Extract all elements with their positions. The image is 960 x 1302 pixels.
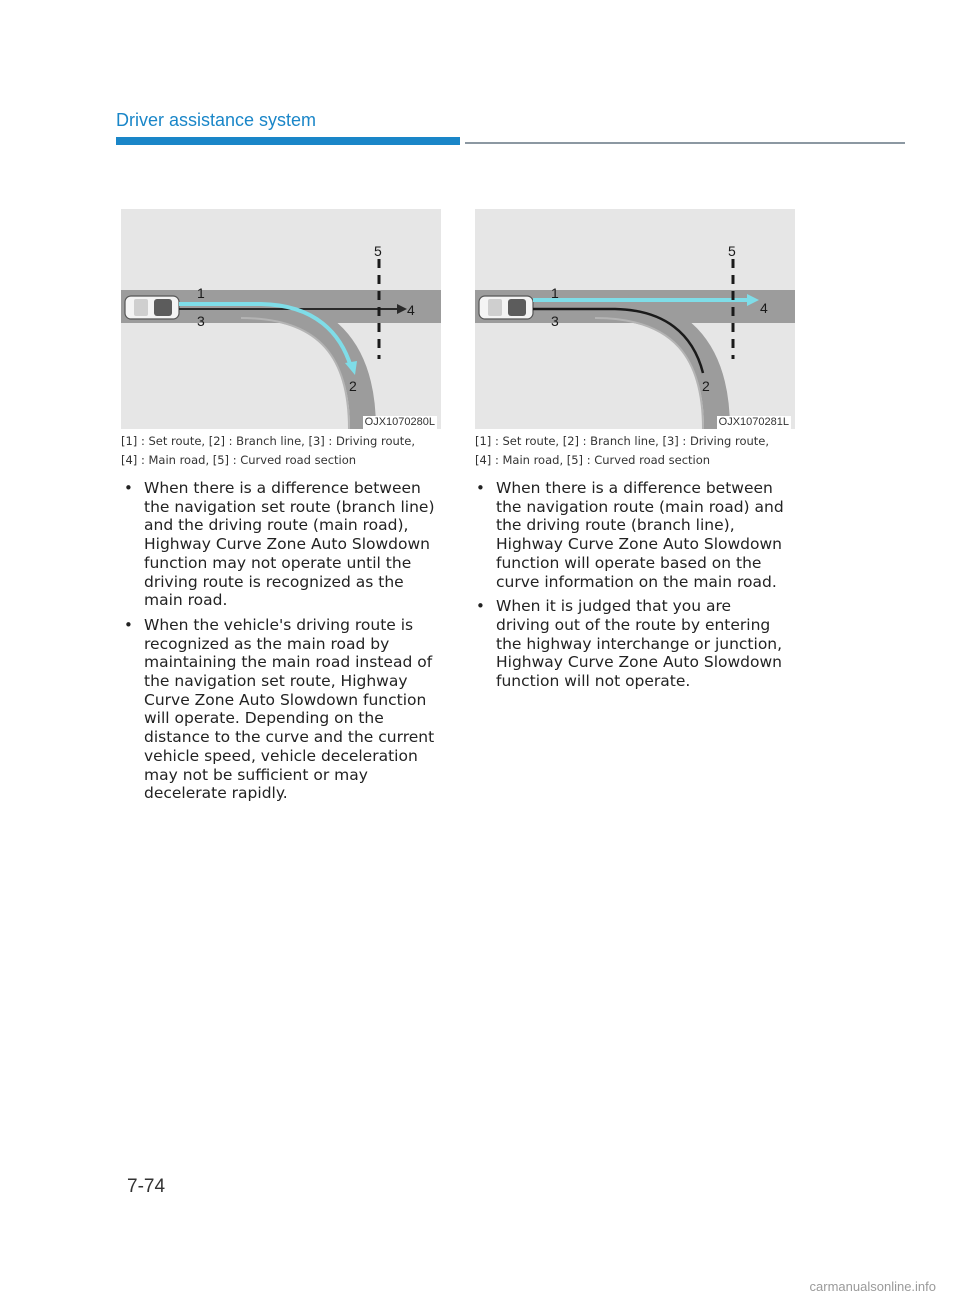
label-3: 3 — [197, 313, 205, 329]
label-2: 2 — [702, 378, 710, 394]
label-1: 1 — [197, 285, 205, 301]
caption-line: [1] : Set route, [2] : Branch line, [3] : Driving route, — [121, 434, 416, 448]
header-accent-bar — [116, 137, 460, 145]
car-icon — [479, 296, 533, 319]
bullet-dot-icon: • — [476, 479, 485, 497]
figure-right-branch-route — [475, 209, 795, 429]
label-2: 2 — [349, 378, 357, 394]
header-rule — [465, 142, 905, 144]
bullet-item: • When there is a difference between the navigation set route (branch line) and the driving route (main road), Highway Curve Zone Auto Slowdown function may not operate until the driving route is recognized as the main road. — [124, 479, 435, 610]
diagram-left — [121, 209, 441, 429]
bullet-item: • When there is a difference between the navigation route (main road) and the driving route (branch line), Highway Curve Zone Auto Slowdown function will operate based on the curve information on the main road. — [476, 479, 784, 591]
left-bullet-list — [116, 479, 436, 809]
label-5: 5 — [374, 243, 382, 259]
bullet-dot-icon: • — [476, 597, 485, 616]
page-number: 7-74 — [127, 1176, 166, 1197]
watermark: carmanualsonline.info — [809, 1279, 936, 1294]
figure-code: OJX1070280L — [364, 416, 435, 428]
bullet-item: • When it is judged that you are driving out of the route by entering the highway interchange or junction, Highway Curve Zone Auto Slowdown function will not operate. — [476, 597, 783, 691]
figure-right-caption — [475, 432, 805, 470]
label-5: 5 — [728, 243, 736, 259]
figure-left-branch-route — [121, 209, 441, 429]
label-4: 4 — [760, 300, 768, 316]
label-1: 1 — [551, 285, 559, 301]
label-3: 3 — [551, 313, 559, 329]
figure-code: OJX1070281L — [718, 416, 789, 428]
bullet-dot-icon: • — [124, 479, 133, 497]
figure-left-caption — [121, 432, 451, 470]
diagram-right — [475, 209, 795, 429]
label-4: 4 — [407, 302, 415, 318]
section-title: Driver assistance system — [116, 110, 317, 130]
caption-line: [1] : Set route, [2] : Branch line, [3] : Driving route, — [475, 434, 770, 448]
caption-line: [4] : Main road, [5] : Curved road section — [121, 453, 357, 467]
caption-line: [4] : Main road, [5] : Curved road section — [475, 453, 711, 467]
right-bullet-list — [468, 479, 788, 697]
bullet-dot-icon: • — [124, 615, 133, 634]
bullet-item: • When the vehicle's driving route is recognized as the main road by maintaining the main road instead of the navigation set route, Highway Curve Zone Auto Slowdown function will operate. Depending on the distance to the curve and the current vehicle speed, vehicle deceleration may not be sufficient or may decelerate rapidly. — [124, 615, 435, 803]
car-icon — [125, 296, 179, 319]
